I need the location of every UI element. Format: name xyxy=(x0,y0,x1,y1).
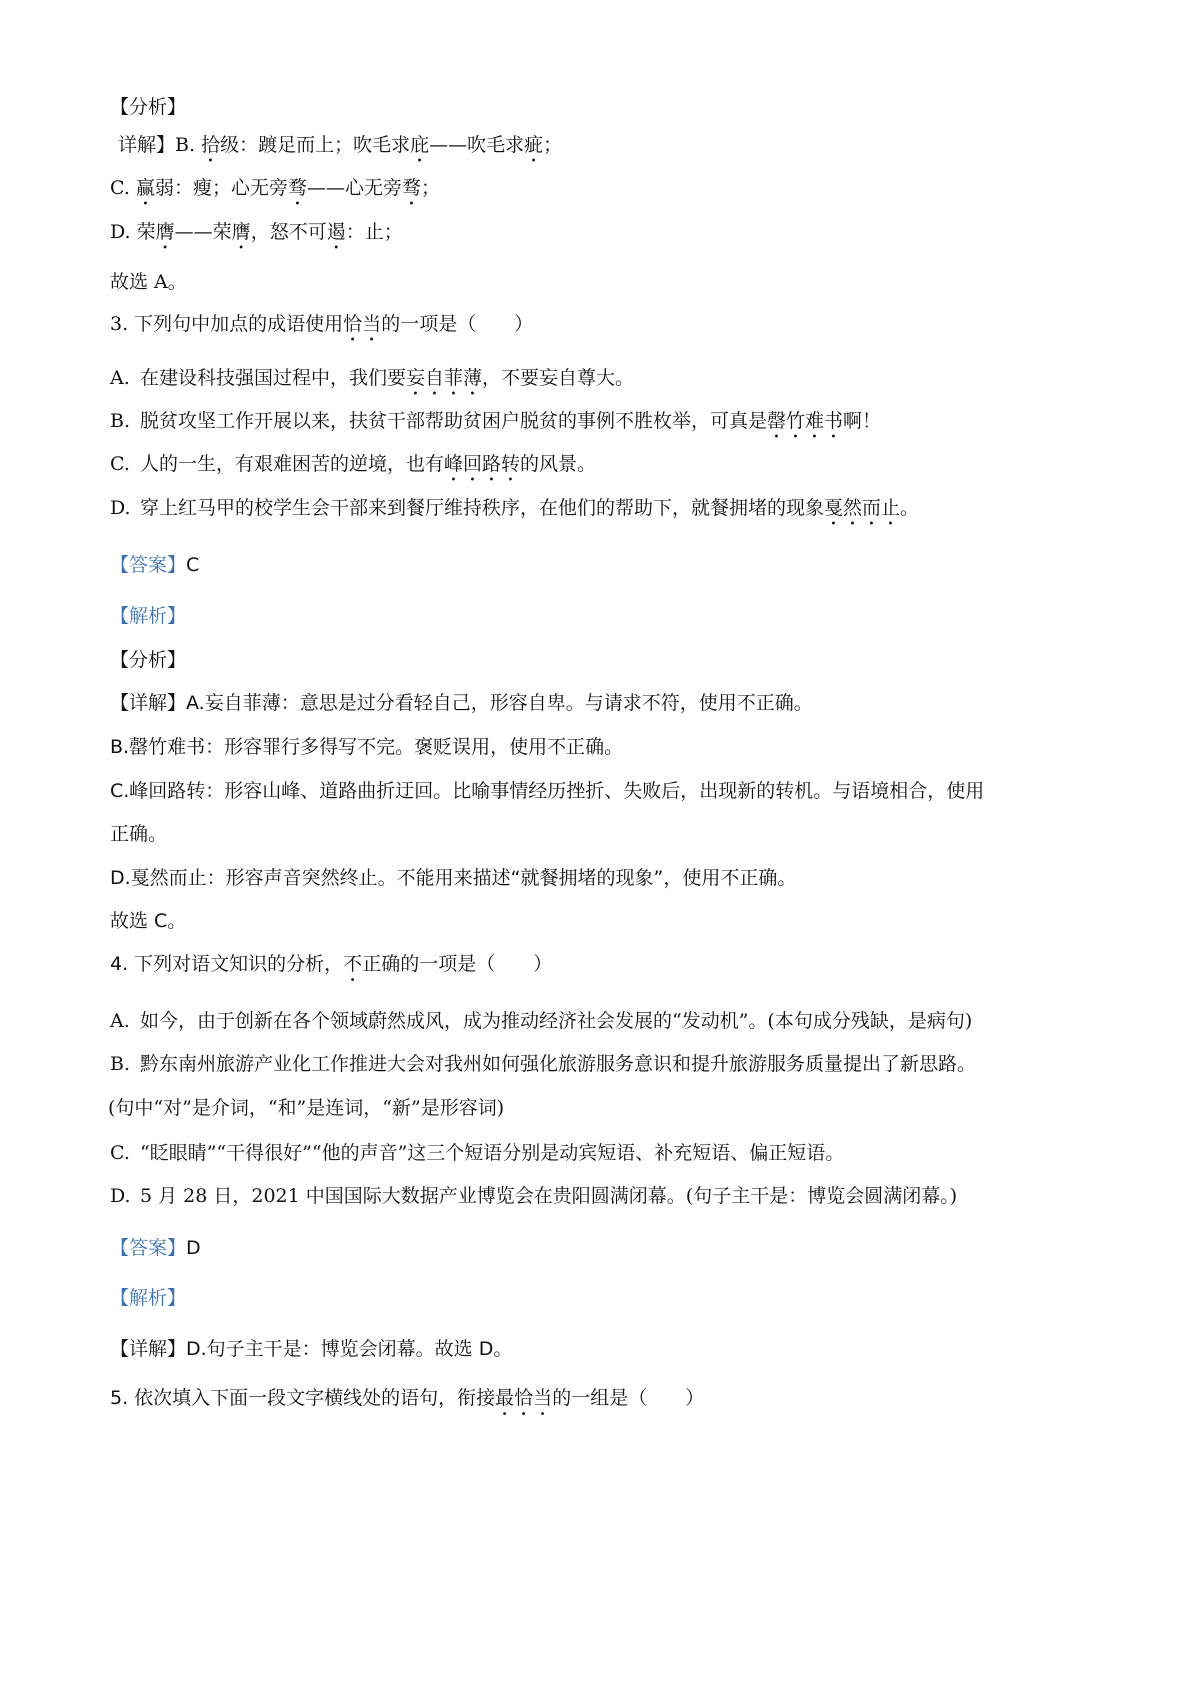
question-3-answer: 【答案】C xyxy=(110,554,200,576)
question-3-detail-5: D.戛然而止：形容声音突然终止。不能用来描述“就餐拥堵的现象”，使用不正确。 xyxy=(110,867,797,889)
question-4-option-b: B. 黔东南州旅游产业化工作推进大会对我州如何强化旅游服务意识和提升旅游服务质量提出了新思路。 xyxy=(110,1053,977,1075)
detail-c-line: C. 赢弱：瘦；心无旁骛——心无旁骛； xyxy=(110,177,441,199)
question-4-option-d: D. 5 月 28 日，2021 中国国际大数据产业博览会在贵阳圆满闭幕。(句子主干是：博览会圆满闭幕。) xyxy=(110,1185,958,1207)
question-3-detail-4: 正确。 xyxy=(110,823,168,845)
question-5-stem: 5. 依次填入下面一段文字横线处的语句，衔接最恰当的一组是（ ） xyxy=(110,1387,705,1409)
question-4-option-b-note: (句中“对”是介词，“和”是连词，“新”是形容词) xyxy=(108,1097,505,1119)
choose-line: 故选 A。 xyxy=(110,271,187,293)
question-3-option-d: D. 穿上红马甲的校学生会干部来到餐厅维持秩序，在他们的帮助下，就餐拥堵的现象戛然而止。 xyxy=(110,497,920,519)
question-3-option-b: B. 脱贫攻坚工作开展以来，扶贫干部帮助贫困户脱贫的事例不胜枚举，可真是罄竹难书啊！ xyxy=(110,410,882,432)
question-4-option-a: A. 如今，由于创新在各个领域蔚然成风，成为推动经济社会发展的“发动机”。(本句成分残缺，是病句) xyxy=(110,1010,973,1032)
question-4-stem: 4. 下列对语文知识的分析，不正确的一项是（ ） xyxy=(110,953,553,975)
question-3-detail-1: 【详解】A.妄自菲薄：意思是过分看轻自己，形容自卑。与请求不符，使用不正确。 xyxy=(110,692,813,714)
question-3-detail-3: C.峰回路转：形容山峰、道路曲折迂回。比喻事情经历挫折、失败后，出现新的转机。与语境相合，使用 xyxy=(110,780,985,802)
question-3-choose: 故选 C。 xyxy=(110,910,187,932)
question-3-option-c: C. 人的一生，有艰难困苦的逆境，也有峰回路转的风景。 xyxy=(110,453,597,475)
question-4-answer: 【答案】D xyxy=(110,1237,201,1259)
question-3-analysis-label: 【分析】 xyxy=(110,649,187,671)
detail-d-line: D. 荣膺——荣膺，怒不可遏：止； xyxy=(110,221,403,243)
analysis-heading: 【分析】 xyxy=(110,96,187,118)
question-3-detail-2: B.罄竹难书：形容罪行多得写不完。褒贬误用，使用不正确。 xyxy=(110,736,624,758)
detail-b-line: 详解】B. 拾级：踱足而上；吹毛求庇——吹毛求疵； xyxy=(118,134,563,156)
question-3-explain-label: 【解析】 xyxy=(110,605,187,627)
question-4-detail: 【详解】D.句子主干是：博览会闭幕。故选 D。 xyxy=(110,1338,513,1360)
question-4-explain-label: 【解析】 xyxy=(110,1287,187,1309)
question-4-option-c: C. “眨眼睛”“干得很好”“他的声音”这三个短语分别是动宾短语、补充短语、偏正短语。 xyxy=(110,1142,845,1164)
question-3-stem: 3. 下列句中加点的成语使用恰当的一项是（ ） xyxy=(110,313,534,335)
question-3-option-a: A. 在建设科技强国过程中，我们要妄自菲薄，不要妄自尊大。 xyxy=(110,367,635,389)
